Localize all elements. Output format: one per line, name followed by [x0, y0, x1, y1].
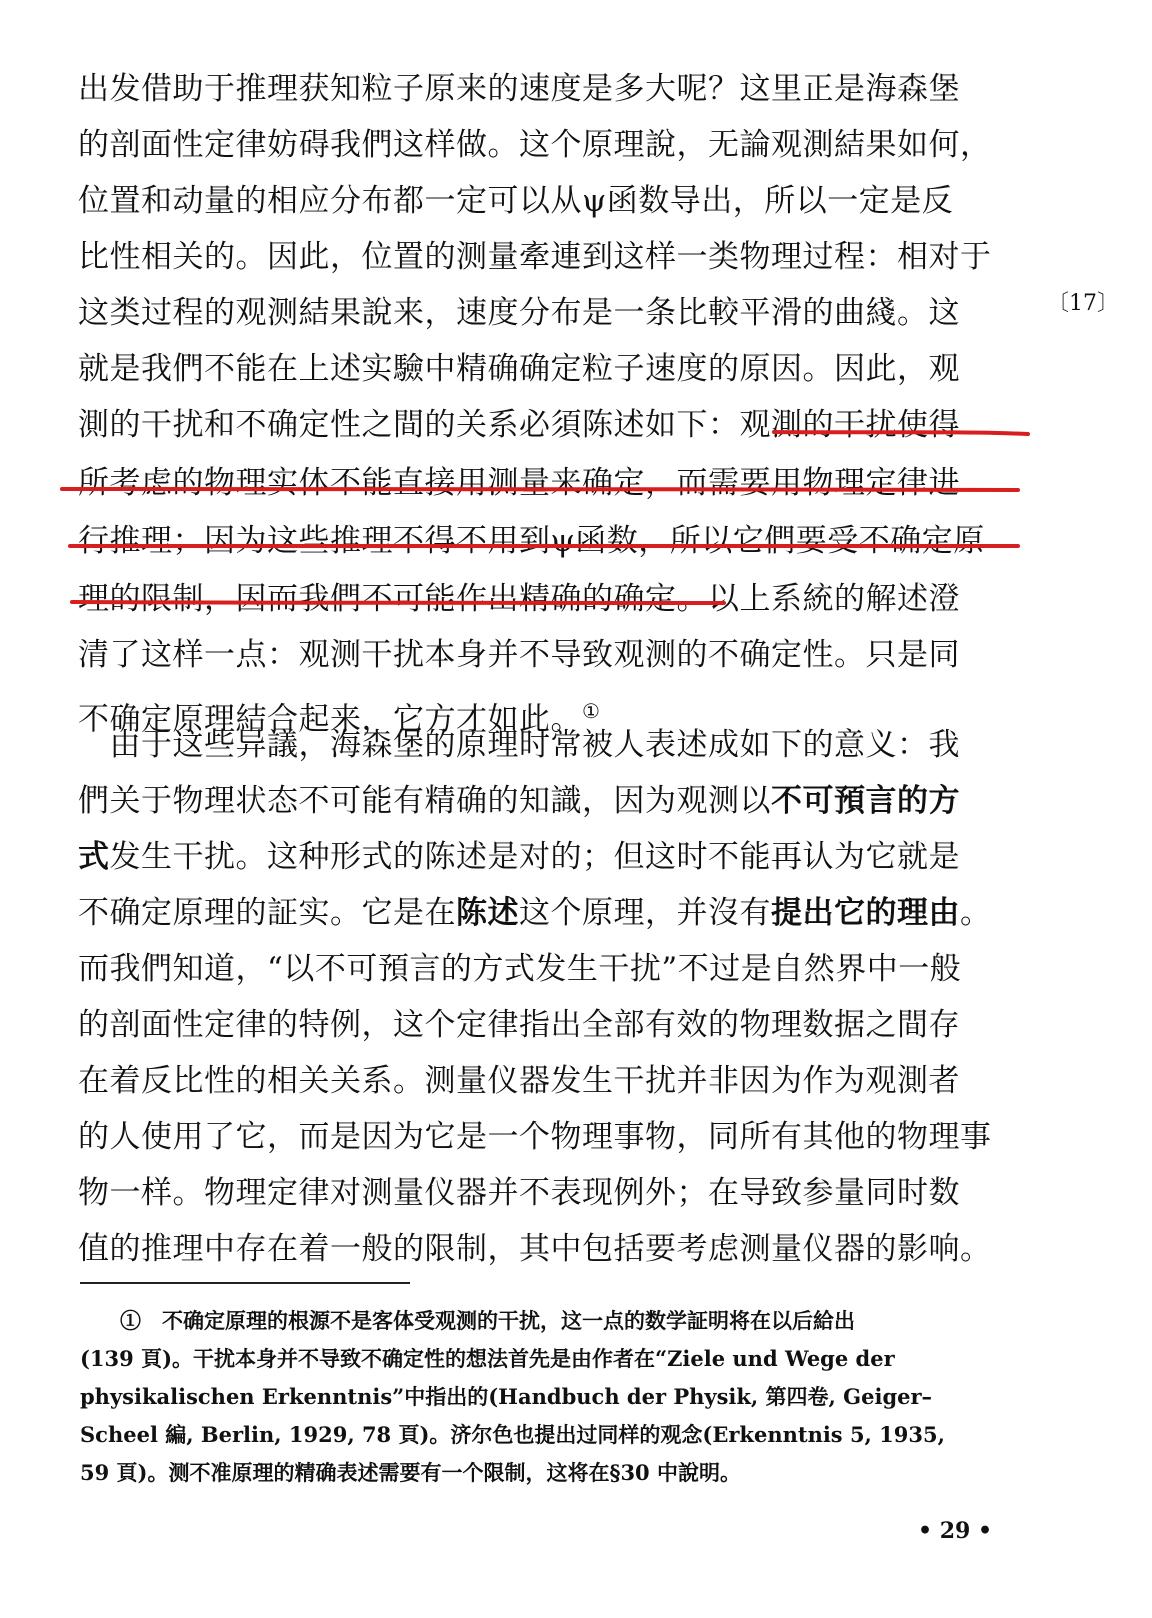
text-line — [78, 772, 960, 830]
text-span: 們关于物理状态不可能有精确的知識，因为观测以 — [78, 783, 771, 819]
text-span: 这个原理，并沒有 — [519, 895, 771, 931]
text-span: 发生干扰。这种形式的陈述是对的；但这时不能再认为它就是 — [109, 839, 960, 875]
bold-emphasis: 提出它的理由 — [771, 895, 960, 931]
page-number: • 29 • — [918, 1518, 993, 1544]
text-line: 在着反比性的相关关系。测量仪器发生干扰并非因为作为观測者 — [78, 1063, 960, 1099]
red-underline-annotation — [0, 0, 1152, 700]
text-line — [78, 828, 960, 886]
footnote-line: Scheel 編, Berlin, 1929, 78 頁)。济尔色也提出过同样的观念(Erkenntnis 5, 1935, — [80, 1422, 945, 1447]
footnote-line: 59 頁)。测不准原理的精确表述需要有一个限制，这将在§30 中說明。 — [80, 1460, 741, 1485]
underline-stroke-2 — [62, 489, 1018, 490]
text-line: 的人使用了它，而是因为它是一个物理事物，同所有其他的物理事 — [78, 1119, 992, 1155]
text-line: 理的限制，因而我們不可能作出精确的确定。以上系統的解述澄 — [78, 581, 960, 617]
text-line: 行推理；因为这些推理不得不用到ψ函数，所以它們要受不确定原 — [78, 523, 985, 559]
text-line: 就是我們不能在上述实驗中精确确定粒子速度的原因。因此，观 — [78, 351, 960, 387]
text-line: 这类过程的观测結果說来，速度分布是一条比較平滑的曲綫。这 — [78, 295, 960, 331]
text-line — [78, 884, 992, 942]
text-line: 物一样。物理定律对测量仪器并不表现例外；在导致参量同时数 — [78, 1175, 960, 1211]
text-span: 。 — [960, 895, 992, 931]
underline-stroke-3 — [70, 546, 1018, 547]
text-line: 測的干扰和不确定性之間的关系必須陈述如下：观測的干扰使得 — [78, 407, 960, 443]
text-line: 的剖面性定律的特例，这个定律指出全部有效的物理数据之間存 — [78, 1007, 960, 1043]
bold-emphasis: 式 — [78, 839, 110, 875]
bold-emphasis: 陈述 — [456, 895, 519, 931]
text-line: 所考虑的物理实体不能直接用测量来确定，而需要用物理定律进 — [78, 465, 960, 501]
text-line: 清了这样一点：观测干扰本身并不导致观测的不确定性。只是同 — [78, 637, 960, 673]
text-span: 不确定原理結合起来，它方才如此。 — [78, 701, 582, 738]
text-line: 而我們知道，“以不可預言的方式发生干扰”不过是自然界中一般 — [78, 951, 962, 987]
footnote-line: (139 頁)。干扰本身并不导致不确定性的想法首先是由作者在“Ziele und Wege der — [80, 1346, 895, 1371]
text-span: 不确定原理的証实。它是在 — [78, 895, 456, 931]
footnote-line: ① 不确定原理的根源不是客体受观测的干扰，这一点的数学証明将在以后給出 — [120, 1308, 855, 1333]
text-line: 比性相关的。因此，位置的测量牽連到这样一类物理过程：相对于 — [78, 239, 992, 275]
bold-emphasis: 不可預言的方 — [771, 783, 960, 819]
footnote-marker: ① — [582, 699, 601, 723]
underline-stroke-1 — [774, 432, 1028, 434]
text-line: 位置和动量的相应分布都一定可以从ψ函数导出，所以一定是反 — [78, 183, 954, 219]
text-line: 值的推理中存在着一般的限制，其中包括要考虑测量仪器的影响。 — [78, 1231, 992, 1267]
underline-stroke-4 — [72, 602, 724, 603]
margin-note: 〔17〕 — [1047, 291, 1119, 316]
footnote-divider — [80, 1282, 410, 1284]
footnote-line: physikalischen Erkenntnis”中指出的(Handbuch der Physik, 第四卷, Geiger– — [80, 1384, 933, 1409]
text-line: 的剖面性定律妨碍我們这样做。这个原理說，无論观測結果如何， — [78, 127, 992, 163]
text-line: 出发借助于推理获知粒子原来的速度是多大呢？这里正是海森堡 — [78, 71, 960, 107]
text-line: 由于这些异議，海森堡的原理时常被人表述成如下的意义：我 — [78, 727, 960, 763]
